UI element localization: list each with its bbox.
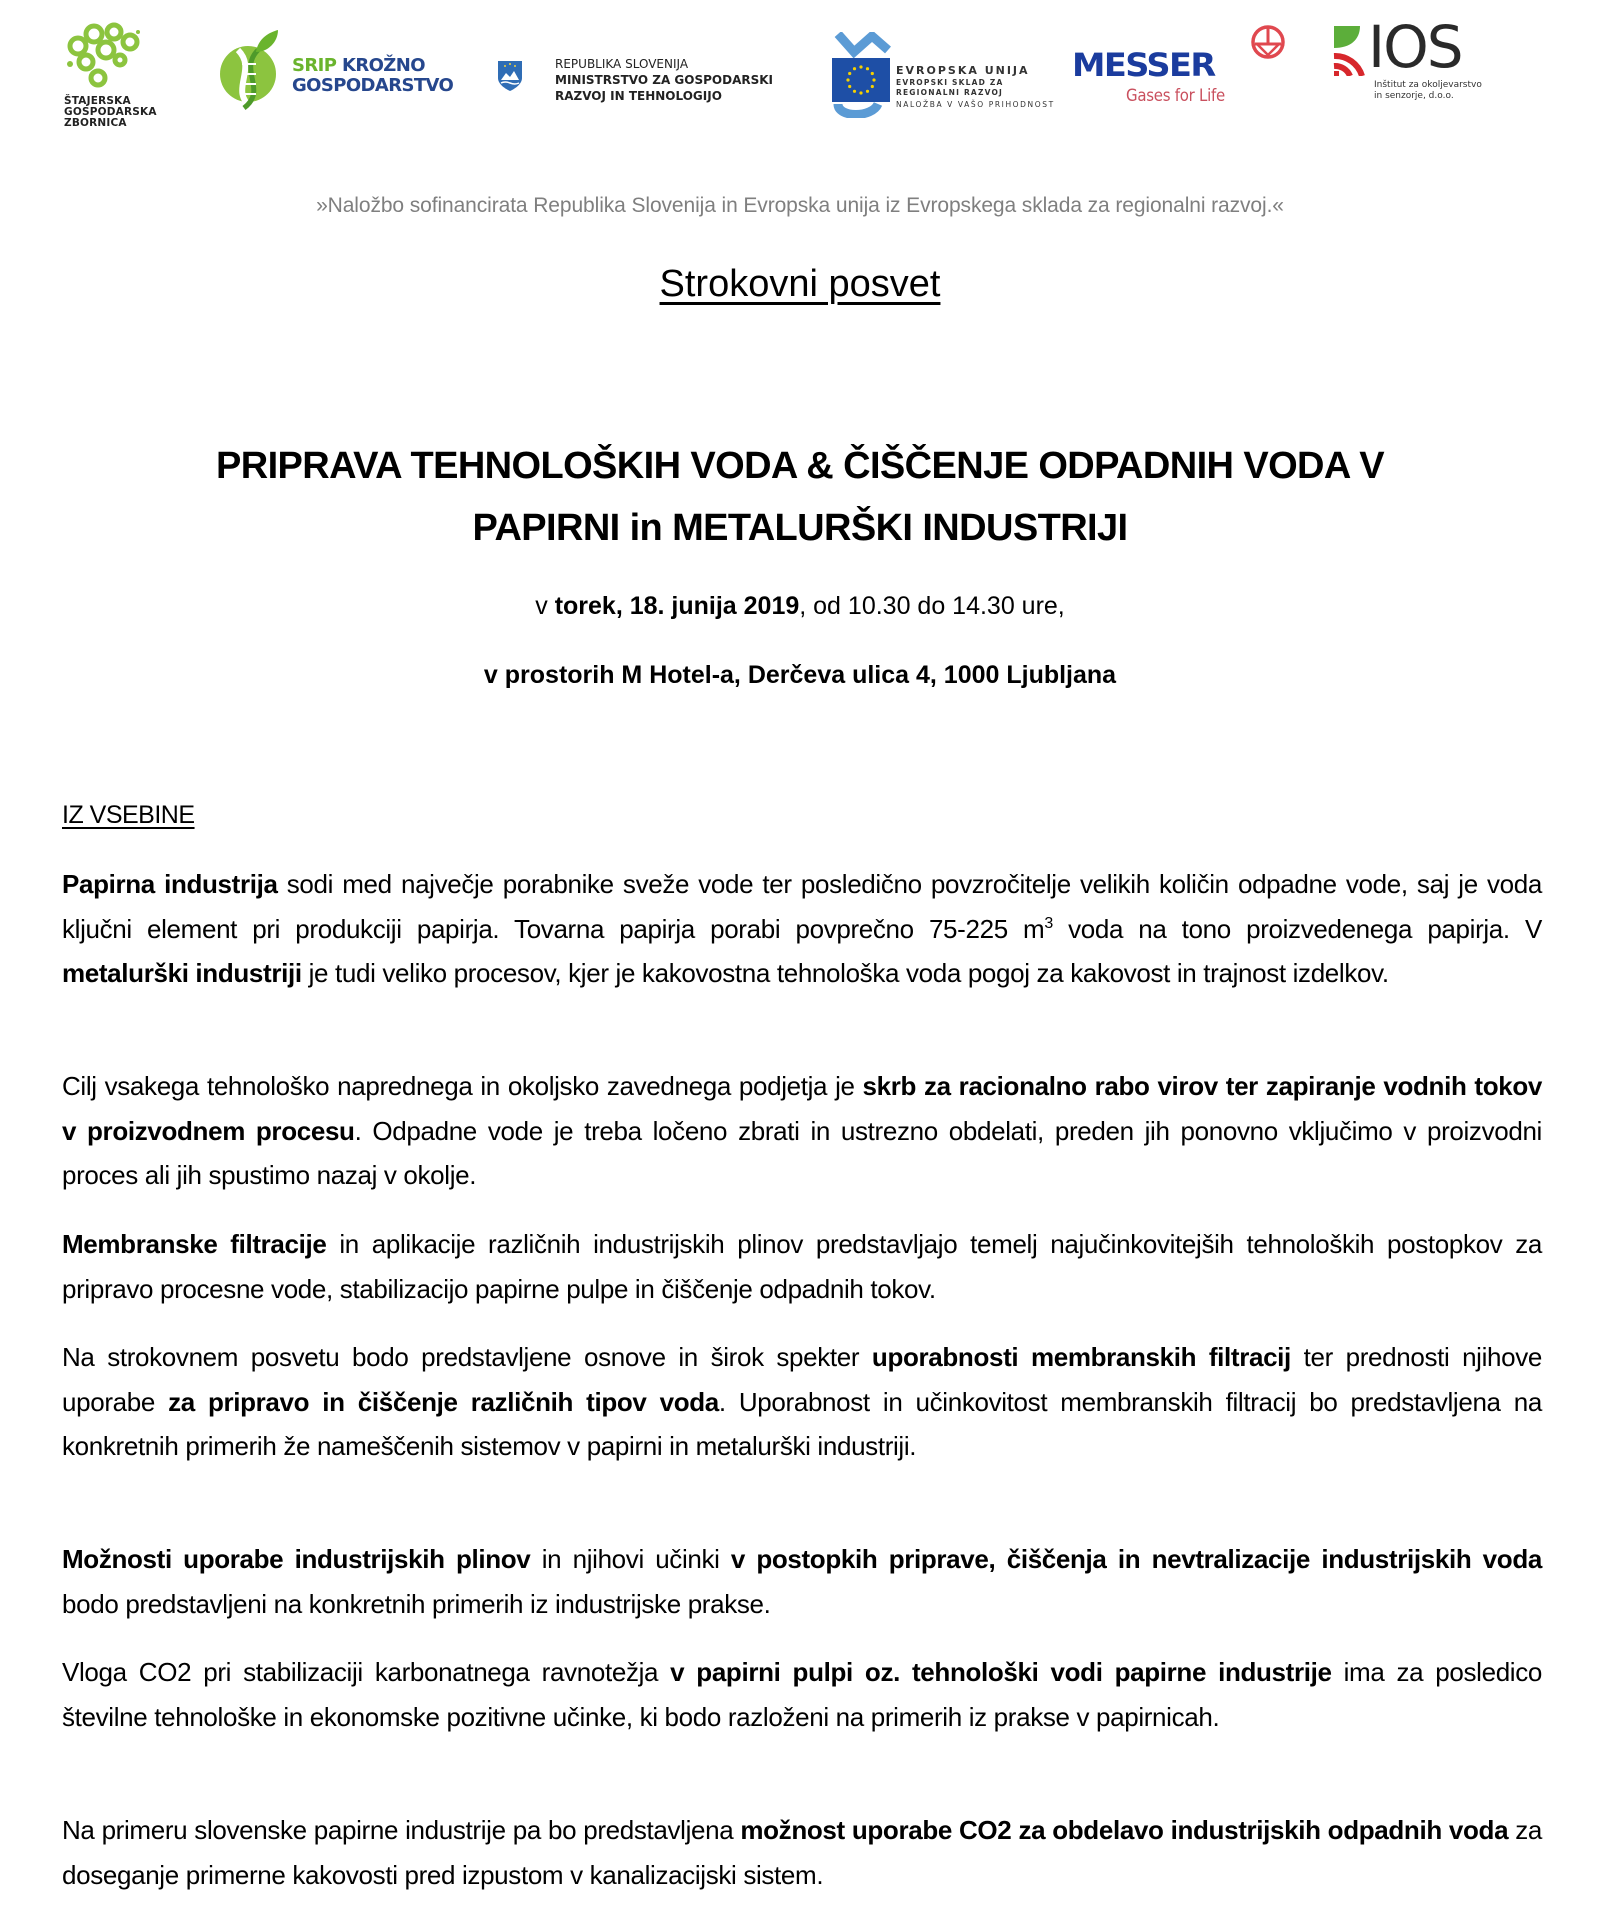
event-title: [100, 435, 1500, 559]
eu-flag-icon: [832, 58, 890, 102]
eu-logo-text: EVROPSKA UNIJA EVROPSKI SKLAD ZA REGIONALNI RAZVOJ NALOŽBA V VAŠO PRIHODNOST: [896, 64, 1055, 109]
srip-title-line2: GOSPODARSTVO: [292, 75, 454, 96]
grape-cluster-icon: [64, 22, 144, 88]
ios-subtitle: Inštitut za okoljevarstvo in senzorje, d.o.o.: [1374, 80, 1482, 101]
ministry-logo: [497, 56, 787, 116]
messer-tagline: Gases for Life: [1126, 86, 1225, 106]
paragraph-co2-stabilization: Vloga CO2 pri stabilizaciji karbonatnega ravnotežja v papirni pulpi oz. tehnološki vodi papirne industrije ima za posledico številne tehnološke in ekonomske pozitivne učinke, ki bodo razloženi na primerih iz prakse v papirnicah.: [62, 1657, 1542, 1732]
paragraph-industrial-gases: Možnosti uporabe industrijskih plinov in njihovi učinki v postopkih priprave, čiščenja in nevtralizacije industrijskih voda bodo predstavljeni na konkretnih primerih iz industrijske prakse.: [62, 1544, 1542, 1619]
ios-signal-icon: [1330, 26, 1370, 76]
section-heading: IZ VSEBINE: [62, 801, 195, 829]
event-type-heading: Strokovni posvet: [659, 263, 941, 305]
paragraph-membrane-filtration: Membranske filtracije in aplikacije različnih industrijskih plinov predstavljajo temelj najučinkovitejših tehnoloških postopkov za pripravo procesne vode, stabilizacijo papirne pulpe in čiščenje odpadnih tokov.: [62, 1229, 1542, 1304]
ministry-logo-text: REPUBLIKA SLOVENIJA MINISTRSTVO ZA GOSPODARSKI RAZVOJ IN TEHNOLOGIJO: [555, 57, 774, 103]
logo-strip: [0, 0, 1600, 140]
event-date: v torek, 18. junija 2019, od 10.30 do 14.30 ure,: [535, 592, 1065, 620]
messer-wordmark: MESSER: [1072, 46, 1215, 84]
ios-wordmark: IOS: [1368, 13, 1462, 81]
slovenia-coat-of-arms-icon: [497, 60, 523, 92]
srip-title-line1: SRIP KROŽNO: [292, 55, 425, 76]
srip-krozno-gospodarstvo-logo: [218, 30, 458, 110]
stajerska-logo-text: ŠTAJERSKA GOSPODARSKA ZBORNICA: [64, 95, 157, 129]
paragraph-paper-industry: Papirna industrija sodi med največje porabnike sveže vode ter posledično povzročitelje velikih količin odpadne vode, saj je voda ključni element pri produkciji papirja. Tovarna papirja porabi povprečno 75-225 $m^3$ voda na tono proizvedenega papirja. V metalurški industriji je tudi veliko procesov, kjer je kakovostna tehnološka voda pogoj za kakovost in trajnost izdelkov.: [62, 869, 1542, 988]
dna-leaf-icon: [218, 30, 288, 110]
stajerska-gospodarska-zbornica-logo: [60, 22, 170, 132]
messer-emblem-icon: [1250, 24, 1286, 60]
paragraph-company-goal: Cilj vsakega tehnološko naprednega in okoljsko zavednega podjetja je skrb za racionalno rabo virov ter zapiranje vodnih tokov v proizvodnem procesu. Odpadne vode je treba ločeno zbrati in ustrezno obdelati, preden jih ponovno vključimo v proizvodni proces ali jih spustimo nazaj v okolje.: [62, 1071, 1542, 1190]
event-location: v prostorih M Hotel-a, Derčeva ulica 4, 1000 Ljubljana: [483, 661, 1117, 689]
paragraph-co2-wastewater: Na primeru slovenske papirne industrije pa bo predstavljena možnost uporabe CO2 za obdelavo industrijskih odpadnih voda za doseganje primerne kakovosti pred izpustom v kanalizacijski sistem.: [62, 1815, 1542, 1890]
eu-regional-fund-logo: [832, 32, 1072, 118]
funding-note: »Naložbo sofinancirata Republika Slovenija in Evropska unija iz Evropskega sklada za regionalni razvoj.«: [316, 194, 1284, 217]
event-title-line2: PAPIRNI in METALURŠKI INDUSTRIJI: [472, 507, 1128, 549]
paragraph-presentation-overview: Na strokovnem posvetu bodo predstavljene osnove in širok spekter uporabnosti membranskih filtracij ter prednosti njihove uporabe za pripravo in čiščenje različnih tipov voda. Uporabnost in učinkovitost membranskih filtracij bo predstavljena na konkretnih primerih že nameščenih sistemov v papirni in metalurški industriji.: [62, 1342, 1543, 1461]
ios-logo: [1330, 13, 1530, 112]
event-title-line1: PRIPRAVA TEHNOLOŠKIH VODA & ČIŠČENJE ODPADNIH VODA V: [215, 445, 1385, 487]
messer-logo: [1070, 24, 1290, 114]
